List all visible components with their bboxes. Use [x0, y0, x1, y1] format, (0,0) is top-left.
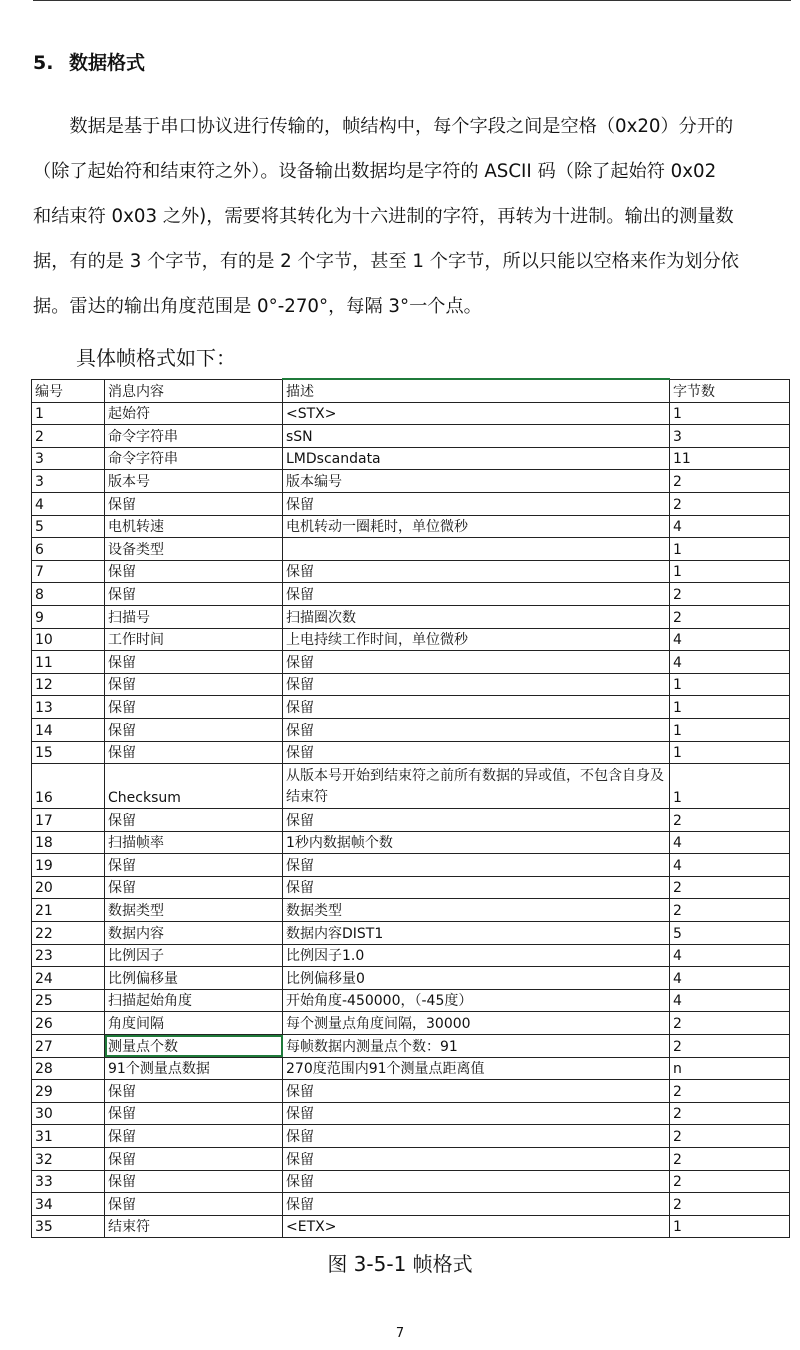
table-cell: 保留	[105, 741, 283, 764]
table-cell: 保留	[105, 1080, 283, 1103]
table-cell: 保留	[105, 809, 283, 832]
table-row	[32, 764, 790, 809]
table-row	[32, 1215, 790, 1238]
table-cell: 8	[32, 583, 105, 606]
table-row	[32, 718, 790, 741]
table-cell: 5	[32, 515, 105, 538]
table-cell: 26	[32, 1012, 105, 1035]
table-header-cell: 编号	[32, 379, 105, 402]
table-header-cell: 消息内容	[105, 379, 283, 402]
table-cell: 保留	[283, 809, 670, 832]
table-cell: 扫描圈次数	[283, 605, 670, 628]
table-cell: 保留	[283, 560, 670, 583]
table-cell: 4	[32, 492, 105, 515]
table-cell: 2	[670, 1102, 790, 1125]
table-row	[32, 1170, 790, 1193]
table-cell: 7	[32, 560, 105, 583]
figure-caption: 图 3-5-1 帧格式	[327, 1252, 473, 1276]
table-cell: 每帧数据内测量点个数：91	[283, 1035, 670, 1058]
table-cell: 1	[670, 718, 790, 741]
table-cell: <ETX>	[283, 1215, 670, 1238]
table-cell: 3	[670, 425, 790, 448]
table-cell: 1	[670, 1215, 790, 1238]
table-row	[32, 628, 790, 651]
table-cell: 保留	[105, 854, 283, 877]
table-cell: 比例偏移量	[105, 967, 283, 990]
paragraph-line: （除了起始符和结束符之外）。设备输出数据均是字符的 ASCII 码（除了起始符 0x02	[33, 161, 717, 182]
table-cell	[283, 538, 670, 561]
table-cell: 17	[32, 809, 105, 832]
table-row	[32, 402, 790, 425]
paragraph-line: 据。雷达的输出角度范围是 0°-270°，每隔 3°一个点。	[33, 296, 482, 317]
table-cell: 保留	[283, 1102, 670, 1125]
table-row	[32, 1148, 790, 1171]
table-cell: 2	[670, 899, 790, 922]
table-cell: 角度间隔	[105, 1012, 283, 1035]
table-cell: Checksum	[105, 764, 283, 809]
table-cell: 4	[670, 515, 790, 538]
frame-format-table	[31, 378, 790, 1238]
table-cell: 保留	[283, 876, 670, 899]
table-cell: 13	[32, 696, 105, 719]
table-cell: 11	[670, 447, 790, 470]
table-row	[32, 967, 790, 990]
table-cell: 比例因子1.0	[283, 944, 670, 967]
table-cell: 每个测量点角度间隔，30000	[283, 1012, 670, 1035]
table-cell: 命令字符串	[105, 447, 283, 470]
table-row	[32, 515, 790, 538]
table-row	[32, 1057, 790, 1080]
table-cell: 保留	[283, 673, 670, 696]
table-row	[32, 425, 790, 448]
table-cell: 1	[670, 741, 790, 764]
table-cell: 2	[670, 583, 790, 606]
table-row	[32, 1012, 790, 1035]
table-cell: 保留	[283, 492, 670, 515]
table-cell: 2	[670, 1012, 790, 1035]
table-cell: 保留	[283, 696, 670, 719]
table-cell: 测量点个数	[105, 1035, 283, 1058]
table-cell: 保留	[105, 1170, 283, 1193]
table-cell: 4	[670, 651, 790, 674]
table-cell: 数据类型	[283, 899, 670, 922]
table-cell: 15	[32, 741, 105, 764]
table-row	[32, 989, 790, 1012]
table-row	[32, 1080, 790, 1103]
table-cell: 28	[32, 1057, 105, 1080]
table-cell: 保留	[283, 651, 670, 674]
table-cell: 35	[32, 1215, 105, 1238]
table-cell: 保留	[283, 1125, 670, 1148]
table-cell: 保留	[105, 718, 283, 741]
table-cell: 1	[670, 673, 790, 696]
section-heading	[33, 48, 145, 75]
table-cell: 2	[670, 809, 790, 832]
table-cell: 2	[670, 1035, 790, 1058]
table-cell: 数据内容	[105, 922, 283, 945]
table-cell: 1	[670, 560, 790, 583]
table-row	[32, 696, 790, 719]
table-cell: 1	[670, 696, 790, 719]
table-row	[32, 741, 790, 764]
table-cell: 保留	[283, 854, 670, 877]
table-cell: 2	[670, 470, 790, 493]
table-cell: 保留	[105, 1125, 283, 1148]
table-cell: 保留	[105, 583, 283, 606]
table-cell: 保留	[105, 1102, 283, 1125]
table-cell: 保留	[283, 1080, 670, 1103]
table-cell: 保留	[283, 1148, 670, 1171]
table-cell: 1	[32, 402, 105, 425]
section-number: 5.	[33, 52, 54, 74]
table-cell: 数据内容DIST1	[283, 922, 670, 945]
paragraph-line: 和结束符 0x03 之外)，需要将其转化为十六进制的字符，再转为十进制。输出的测量数	[33, 206, 734, 227]
table-cell: 版本号	[105, 470, 283, 493]
table-row	[32, 492, 790, 515]
table-cell: 9	[32, 605, 105, 628]
table-cell: 4	[670, 944, 790, 967]
table-cell: 4	[670, 628, 790, 651]
paragraph-line: 据，有的是 3 个字节，有的是 2 个字节，甚至 1 个字节，所以只能以空格来作为划分依	[33, 251, 739, 272]
table-cell: 从版本号开始到结束符之前所有数据的异或值，不包含自身及结束符	[283, 764, 670, 809]
section-title: 数据格式	[69, 52, 146, 74]
body-paragraph	[33, 104, 793, 329]
table-cell: 31	[32, 1125, 105, 1148]
table-cell: 工作时间	[105, 628, 283, 651]
table-row	[32, 560, 790, 583]
table-cell: 27	[32, 1035, 105, 1058]
table-cell: sSN	[283, 425, 670, 448]
table-cell: 4	[670, 989, 790, 1012]
table-cell: 保留	[105, 673, 283, 696]
table-cell: n	[670, 1057, 790, 1080]
table-cell: 扫描起始角度	[105, 989, 283, 1012]
table-cell: 12	[32, 673, 105, 696]
table-row	[32, 583, 790, 606]
table-cell: 扫描号	[105, 605, 283, 628]
table-header-cell: 描述	[283, 379, 670, 402]
table-cell: 比例偏移量0	[283, 967, 670, 990]
table-header-row	[32, 379, 790, 402]
table-cell: 4	[670, 854, 790, 877]
top-rule	[33, 0, 791, 1]
table-cell: 保留	[105, 696, 283, 719]
table-cell: 5	[670, 922, 790, 945]
table-row	[32, 651, 790, 674]
table-cell: 2	[670, 1170, 790, 1193]
table-cell: 270度范围内91个测量点距离值	[283, 1057, 670, 1080]
table-cell: 25	[32, 989, 105, 1012]
table-cell: 24	[32, 967, 105, 990]
table-cell: 保留	[283, 718, 670, 741]
table-cell: 2	[670, 1080, 790, 1103]
table-cell: 1	[670, 402, 790, 425]
table-intro: 具体帧格式如下：	[76, 346, 236, 370]
table-cell: 19	[32, 854, 105, 877]
table-row	[32, 831, 790, 854]
table-cell: 16	[32, 764, 105, 809]
table-row	[32, 809, 790, 832]
table-cell: 起始符	[105, 402, 283, 425]
table-row	[32, 1193, 790, 1216]
paragraph-line: 数据是基于串口协议进行传输的，帧结构中，每个字段之间是空格（0x20）分开的	[33, 116, 734, 137]
table-row	[32, 1125, 790, 1148]
table-cell: 14	[32, 718, 105, 741]
table-cell: 保留	[105, 1193, 283, 1216]
table-cell: 1	[670, 538, 790, 561]
table-cell: 保留	[105, 492, 283, 515]
table-cell: 34	[32, 1193, 105, 1216]
table-cell: 23	[32, 944, 105, 967]
table-cell: LMDscandata	[283, 447, 670, 470]
table-row	[32, 876, 790, 899]
table-cell: 开始角度-450000，（-45度）	[283, 989, 670, 1012]
table-cell: 保留	[105, 560, 283, 583]
table-cell: 数据类型	[105, 899, 283, 922]
table-cell: 2	[670, 1193, 790, 1216]
table-cell: 6	[32, 538, 105, 561]
table-cell: 4	[670, 967, 790, 990]
table-cell: 结束符	[105, 1215, 283, 1238]
table-cell: 1	[670, 764, 790, 809]
table-cell: 3	[32, 470, 105, 493]
table-cell: 保留	[105, 651, 283, 674]
table-cell: 2	[670, 1125, 790, 1148]
table-cell: 扫描帧率	[105, 831, 283, 854]
table-cell: 2	[670, 605, 790, 628]
table-row	[32, 538, 790, 561]
table-row	[32, 922, 790, 945]
table-cell: 21	[32, 899, 105, 922]
table-cell: 10	[32, 628, 105, 651]
table-cell: 命令字符串	[105, 425, 283, 448]
table-cell: 保留	[283, 741, 670, 764]
table-cell: 版本编号	[283, 470, 670, 493]
table-cell: 1秒内数据帧个数	[283, 831, 670, 854]
table-cell: 电机转速	[105, 515, 283, 538]
table-row	[32, 470, 790, 493]
table-cell: 3	[32, 447, 105, 470]
table-row	[32, 605, 790, 628]
table-cell: 91个测量点数据	[105, 1057, 283, 1080]
table-cell: 保留	[105, 876, 283, 899]
table-cell: 上电持续工作时间，单位微秒	[283, 628, 670, 651]
table-cell: <STX>	[283, 402, 670, 425]
table-cell: 比例因子	[105, 944, 283, 967]
table-cell: 22	[32, 922, 105, 945]
table-cell: 2	[32, 425, 105, 448]
table-row	[32, 1035, 790, 1058]
table-cell: 4	[670, 831, 790, 854]
table-row	[32, 854, 790, 877]
table-cell: 保留	[283, 1170, 670, 1193]
table-cell: 33	[32, 1170, 105, 1193]
table-cell: 2	[670, 876, 790, 899]
table-row	[32, 447, 790, 470]
table-cell: 29	[32, 1080, 105, 1103]
table-cell: 保留	[105, 1148, 283, 1171]
table-row	[32, 673, 790, 696]
table-cell: 20	[32, 876, 105, 899]
table-cell: 2	[670, 1148, 790, 1171]
table-cell: 保留	[283, 1193, 670, 1216]
table-row	[32, 899, 790, 922]
table-cell: 32	[32, 1148, 105, 1171]
table-cell: 18	[32, 831, 105, 854]
table-cell: 设备类型	[105, 538, 283, 561]
table-row	[32, 1102, 790, 1125]
table-cell: 保留	[283, 583, 670, 606]
table-cell: 30	[32, 1102, 105, 1125]
table-header-cell: 字节数	[670, 379, 790, 402]
table-cell: 电机转动一圈耗时，单位微秒	[283, 515, 670, 538]
table-cell: 11	[32, 651, 105, 674]
page-number: 7	[395, 1326, 405, 1341]
table-cell: 2	[670, 492, 790, 515]
table-row	[32, 944, 790, 967]
